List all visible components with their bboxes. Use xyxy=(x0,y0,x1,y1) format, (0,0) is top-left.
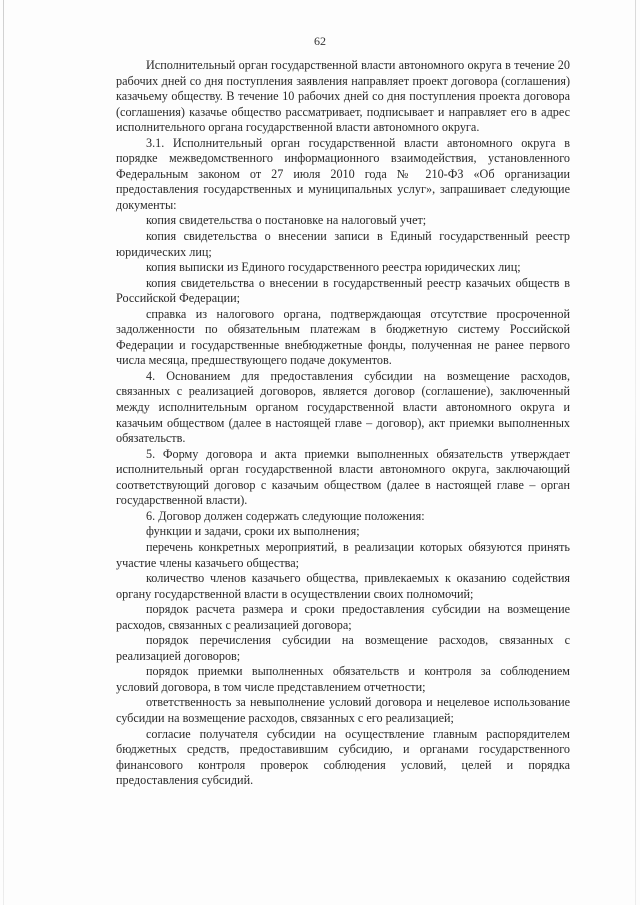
paragraph-subsidy-basis: 4. Основанием для предоставления субсидии на возмещение расходов, связанных с реализацией договоров, является договор (соглашение), заключенный между исполнительным органом государственной власти автономного округа и казачьим обществом (далее в настоящей главе – договор), акт приемки выполненных обязательств. xyxy=(116,368,570,446)
list-item-calculation-procedure: порядок расчета размера и сроки предоставления субсидии на возмещение расходов, связанных с реализацией договора; xyxy=(116,602,570,632)
scan-edge-left xyxy=(3,0,4,905)
list-item-member-count: количество членов казачьего общества, привлекаемых к оказанию содействия органу государственной власти в осуществлении своих полномочий; xyxy=(116,571,570,601)
paragraph-interagency-request: 3.1. Исполнительный орган государственной власти автономного округа в порядке межведомственного информационного взаимодействия, установленного Федеральным законом от 27 июля 2010 года № 210-ФЗ «Об организации предоставления государственных и муниципальных услуг», запрашивает следующие документы: xyxy=(116,135,570,212)
page-number: 62 xyxy=(314,34,326,48)
document-body xyxy=(116,58,570,789)
list-item-audit-consent: согласие получателя субсидии на осуществление главным распорядителем бюджетных средств, предоставившим субсидию, и органами государственного финансового контроля проверок соблюдения условий, целей и порядка предоставления субсидий. xyxy=(116,726,570,788)
list-item-activities: перечень конкретных мероприятий, в реализации которых обязуются принять участие члены казачьего общества; xyxy=(116,539,570,570)
list-item-egrul-record: копия свидетельства о внесении записи в Единый государственный реестр юридических лиц; xyxy=(116,229,570,259)
list-item-transfer-procedure: порядок перечисления субсидии на возмещение расходов, связанных с реализацией договоров; xyxy=(116,633,570,663)
paragraph-contract-timeline: Исполнительный орган государственной власти автономного округа в течение 20 рабочих дней со дня поступления заявления направляет проект договора (соглашения) казачьему обществу. В течение 10 рабочих дней со дня поступления проекта договора (соглашения) казачье общество рассматривает, подписывает и направляет его в адрес исполнительного органа государственной власти автономного округа. xyxy=(116,58,570,135)
list-item-tax-certificate: справка из налогового органа, подтверждающая отсутствие просроченной задолженности по обязательным платежам в бюджетную систему Российской Федерации и государственные внебюджетные фонды, полученная не ранее первого числа месяца, предшествующего подаче документов. xyxy=(116,306,570,368)
list-item-egrul-extract: копия выписки из Единого государственного реестра юридических лиц; xyxy=(146,260,521,275)
paragraph-contract-provisions: 6. Договор должен содержать следующие положения: xyxy=(146,508,425,523)
list-item-responsibility: ответственность за невыполнение условий договора и нецелевое использование субсидии на возмещение расходов, связанных с его реализацией; xyxy=(116,695,570,725)
list-item-acceptance-control: порядок приемки выполненных обязательств и контроля за соблюдением условий договора, в том числе представлением отчетности; xyxy=(116,664,570,694)
scan-edge-right xyxy=(635,0,636,905)
list-item-tax-registration: копия свидетельства о постановке на налоговый учет; xyxy=(146,213,427,228)
list-item-cossack-register: копия свидетельства о внесении в государственный реестр казачьих обществ в Российской Федерации; xyxy=(116,275,570,306)
paragraph-contract-form: 5. Форму договора и акта приемки выполненных обязательств утверждает исполнительный орган государственной власти автономного округа, заключающий соответствующий договор с казачьим обществом (далее в настоящей главе – орган государственной власти). xyxy=(116,446,570,508)
list-item-functions: функции и задачи, сроки их выполнения; xyxy=(146,524,360,539)
